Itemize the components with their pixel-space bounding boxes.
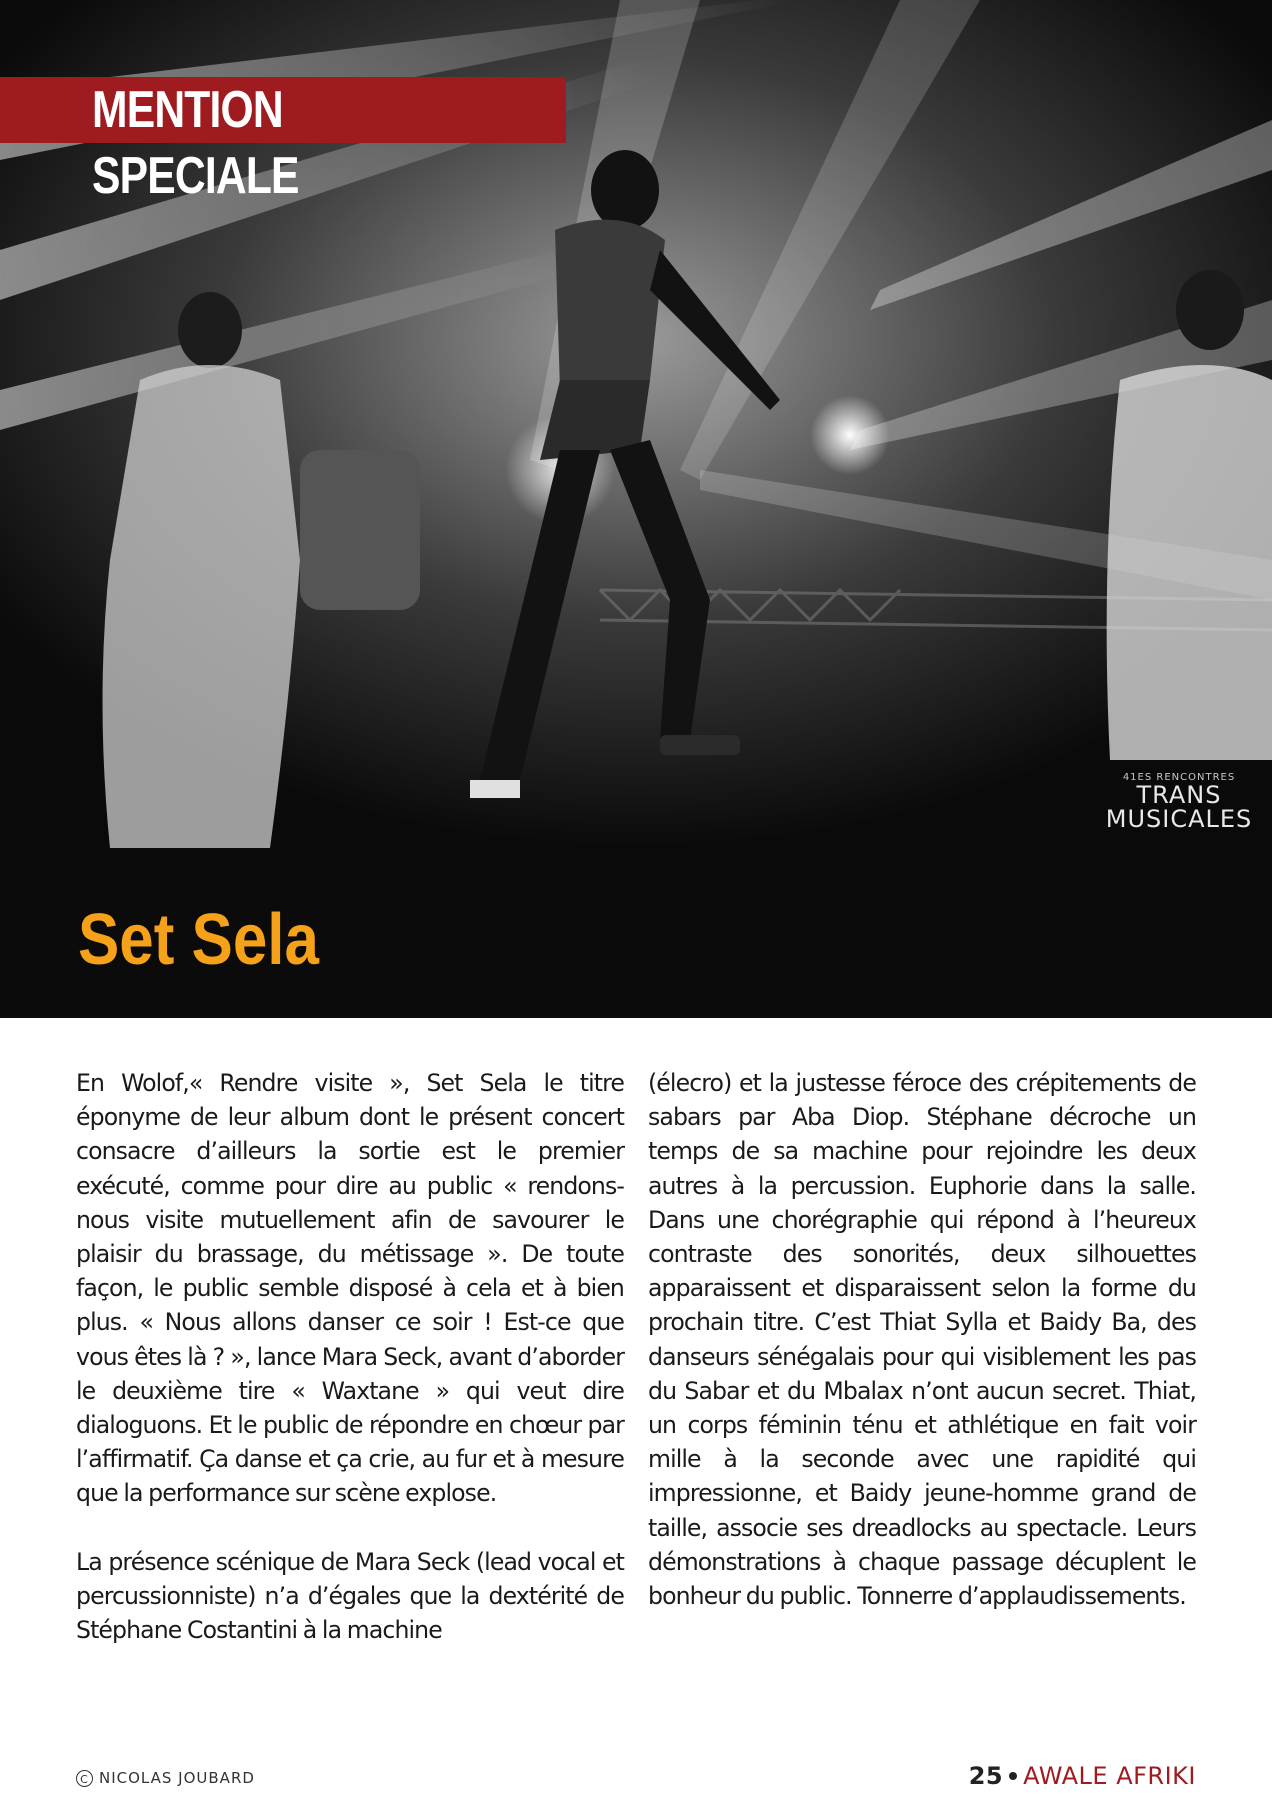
- bullet-dot-icon: [1009, 1772, 1017, 1780]
- article-column-left: [76, 1066, 624, 1681]
- copyright-icon: C: [76, 1770, 93, 1787]
- watermark-small-text: 41ES RENCONTRES: [1122, 772, 1236, 783]
- paragraph: La présence scénique de Mara Seck (lead vocal et percussionniste) n’a d’égales que la dextérité de Stéphane Costantini à la machine: [76, 1547, 624, 1645]
- paragraph: En Wolof,« Rendre visite », Set Sela le titre éponyme de leur album dont le présent concert consacre d’ailleurs la sortie est le premier exécuté, comme pour dire au public « rendons-nous visite mutuellement afin de savourer le plaisir du brassage, du métissage ». De toute façon, le public semble disposé à cela et à bien plus. « Nous allons danser ce soir ! Est-ce que vous êtes là ? », lance Mara Seck, avant d’aborder le deuxième tire « Waxtane » qui veut dire dialoguons. Et le public de répondre en chœur par l’affirmatif. Ça danse et ça crie, au fur et à mesure que la performance sur scène explose.: [76, 1069, 624, 1508]
- magazine-name: AWALE AFRIKI: [1023, 1762, 1196, 1790]
- trans-musicales-watermark: [1104, 772, 1254, 831]
- page-number: 25: [968, 1762, 1004, 1790]
- watermark-line-2: MUSICALES: [1105, 805, 1253, 833]
- article-column-right: [648, 1066, 1196, 1647]
- photo-credit-name: NICOLAS JOUBARD: [99, 1769, 255, 1787]
- watermark-line-1: TRANS: [1136, 781, 1222, 809]
- photo-credit: [76, 1769, 255, 1787]
- page-footer: [969, 1762, 1196, 1790]
- article-title-text: Set Sela: [78, 900, 319, 980]
- article-title: [78, 900, 358, 980]
- banner-label: MENTION SPECIALE: [92, 81, 299, 205]
- paragraph: (élecro) et la justesse féroce des crépitements de sabars par Aba Diop. Stéphane décroche un temps de sa machine pour rejoindre les deux autres à la percussion. Euphorie dans la salle. Dans une chorégraphie qui répond à l’heureux contraste des sonorités, deux silhouettes apparaissent et disparaissent selon la forme du prochain titre. C’est Thiat Sylla et Baidy Ba, des danseurs sénégalais pour qui visiblement les pas du Sabar et du Mbalax n’ont aucun secret. Thiat, un corps féminin ténu et athlétique en fait voir mille à la seconde avec une rapidité qui impressionne, et Baidy jeune-homme grand de taille, associe ses dreadlocks au spectacle. Leurs démonstrations à chaque passage décuplent le bonheur du public. Tonnerre d’applaudissements.: [648, 1069, 1196, 1611]
- mention-speciale-banner: [0, 77, 566, 205]
